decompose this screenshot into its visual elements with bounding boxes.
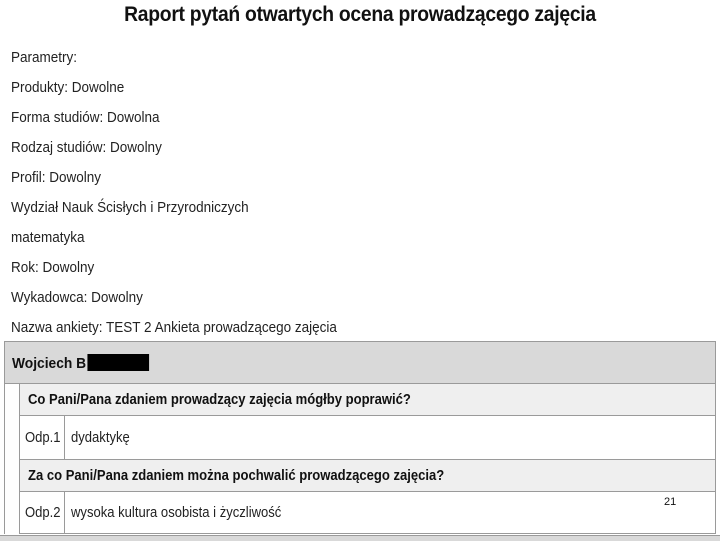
param-year: Rok: Dowolny bbox=[11, 259, 95, 276]
page-number: 21 bbox=[664, 496, 677, 508]
question-text: Za co Pani/Pana zdaniem można pochwalić prowadzącego zajęcia? bbox=[28, 467, 445, 484]
parameters-heading: Parametry: bbox=[11, 49, 78, 66]
answer-number: Odp.2 bbox=[25, 504, 61, 521]
answer-number-cell bbox=[20, 492, 65, 533]
questions-block bbox=[19, 384, 715, 534]
answer-text-cell bbox=[65, 492, 715, 533]
redaction-bar bbox=[87, 354, 149, 371]
param-lecturer: Wykadowca: Dowolny bbox=[11, 289, 143, 306]
param-survey-name: Nazwa ankiety: TEST 2 Ankieta prowadzącego zajęcia bbox=[11, 319, 337, 336]
param-profile: Profil: Dowolny bbox=[11, 169, 102, 186]
param-study-type: Rodzaj studiów: Dowolny bbox=[11, 139, 162, 156]
param-field: matematyka bbox=[11, 229, 85, 246]
answer-text-cell bbox=[65, 416, 715, 459]
question-text: Co Pani/Pana zdaniem prowadzący zajęcia mógłby poprawić? bbox=[28, 391, 411, 408]
parameters-list bbox=[11, 46, 373, 346]
question-row bbox=[20, 460, 715, 492]
answer-text: dydaktykę bbox=[71, 429, 130, 446]
param-products: Produkty: Dowolne bbox=[11, 79, 125, 96]
lecturer-name-text: Wojciech B bbox=[12, 354, 87, 372]
answer-number-cell bbox=[20, 416, 65, 459]
answer-row bbox=[20, 492, 715, 534]
report-table bbox=[4, 341, 716, 534]
param-faculty: Wydział Nauk Ścisłych i Przyrodniczych bbox=[11, 199, 249, 216]
next-row-strip bbox=[0, 535, 720, 541]
answer-text: wysoka kultura osobista i życzliwość bbox=[71, 504, 282, 521]
answer-row bbox=[20, 416, 715, 460]
answer-number: Odp.1 bbox=[25, 429, 61, 446]
lecturer-name bbox=[12, 354, 149, 372]
question-row bbox=[20, 384, 715, 416]
param-study-form: Forma studiów: Dowolna bbox=[11, 109, 160, 126]
report-title: Raport pytań otwartych ocena prowadzącego zajęcia bbox=[124, 3, 596, 26]
lecturer-row bbox=[5, 342, 715, 384]
